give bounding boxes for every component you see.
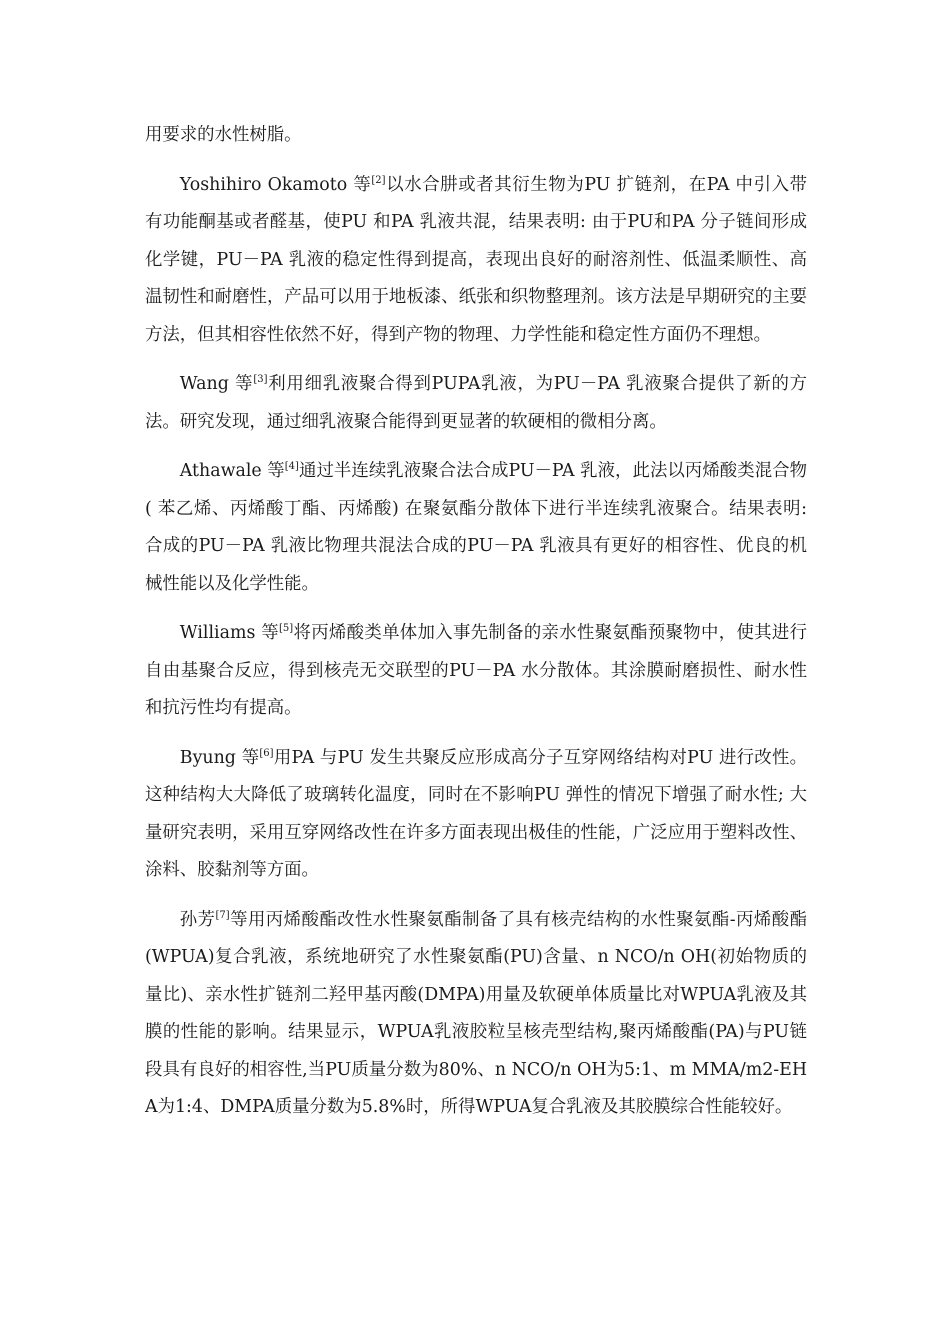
paragraph-text: Wang 等	[179, 374, 254, 394]
paragraph-sunfang	[145, 902, 807, 1127]
citation-ref: [7]	[215, 909, 230, 921]
paragraph-text: Athawale 等	[179, 461, 285, 481]
paragraph-text: Byung 等	[179, 747, 260, 768]
citation-ref: [2]	[371, 174, 386, 186]
paragraph-text: 用PA 与PU 发生共聚反应形成高分子互穿网络结构对PU 进行改性。这种结构大大降低了玻璃转化温度，同时在不影响PU 弹性的情况下增强了耐水性; 大量研究表明，采用互穿网络改性在许多方面表现出极佳的性能，广泛应用于塑料改性、涂料、胶黏剂等方面。	[145, 747, 808, 880]
paragraph-text: Williams 等	[179, 623, 279, 643]
paragraph-text: 利用细乳液聚合得到PUPA乳液，为PU－PA 乳液聚合提供了新的方法。研究发现，通过细乳液聚合能得到更显著的软硬相的微相分离。	[145, 374, 807, 432]
citation-ref: [6]	[259, 747, 274, 759]
paragraph-text: 以水合肼或者其衍生物为PU 扩链剂，在PA 中引入带有功能酮基或者醛基，使PU 和PA 乳液共混，结果表明: 由于PU和PA 分子链间形成化学键，PU－PA 乳液的稳定性得到提高，表现出良好的耐溶剂性、低温柔顺性、高温韧性和耐磨性，产品可以用于地板漆、纸张和织物整理剂。该方法是早期研究的主要方法，但其相容性依然不好，得到产物的物理、力学性能和稳定性方面仍不理想。	[145, 174, 807, 345]
citation-ref: [3]	[253, 374, 268, 386]
citation-ref: [4]	[284, 461, 299, 473]
citation-ref: [5]	[278, 623, 294, 635]
paragraph-text: 通过半连续乳液聚合法合成PU－PA 乳液，此法以丙烯酸类混合物( 苯乙烯、丙烯酸丁酯、丙烯酸) 在聚氨酯分散体下进行半连续乳液聚合。结果表明: 合成的PU－PA 乳液比物理共混法合成的PU－PA 乳液具有更好的相容性、优良的机械性能以及化学性能。	[145, 461, 807, 594]
paragraph-text: 用要求的水性树脂。	[145, 125, 302, 145]
document-body	[145, 117, 807, 1139]
paragraph-athawale	[145, 453, 807, 603]
paragraph-continuation	[145, 117, 807, 155]
paragraph-text: 孙芳	[179, 909, 216, 930]
paragraph-williams	[145, 615, 807, 728]
paragraph-text: 等用丙烯酸酯改性水性聚氨酯制备了具有核壳结构的水性聚氨酯-丙烯酸酯(WPUA)复合乳液，系统地研究了水性聚氨酯(PU)含量、n NCO/n OH(初始物质的量比)、亲水性扩链剂二羟甲基丙酸(DMPA)用量及软硬单体质量比对WPUA乳液及其膜的性能的影响。结果显示，WPUA乳液胶粒呈核壳型结构,聚丙烯酸酯(PA)与PU链段具有良好的相容性,当PU质量分数为80%、n NCO/n OH为5:1、m MMA/m2-EHA为1:4、DMPA质量分数为5.8%时，所得WPUA复合乳液及其胶膜综合性能较好。	[145, 909, 807, 1117]
paragraph-wang	[145, 366, 807, 441]
paragraph-text: Yoshihiro Okamoto 等	[179, 174, 372, 195]
paragraph-byung	[145, 740, 807, 890]
paragraph-text: 将丙烯酸类单体加入事先制备的亲水性聚氨酯预聚物中，使其进行自由基聚合反应，得到核壳无交联型的PU－PA 水分散体。其涂膜耐磨损性、耐水性和抗污性均有提高。	[145, 623, 807, 718]
paragraph-okamoto	[145, 167, 807, 355]
